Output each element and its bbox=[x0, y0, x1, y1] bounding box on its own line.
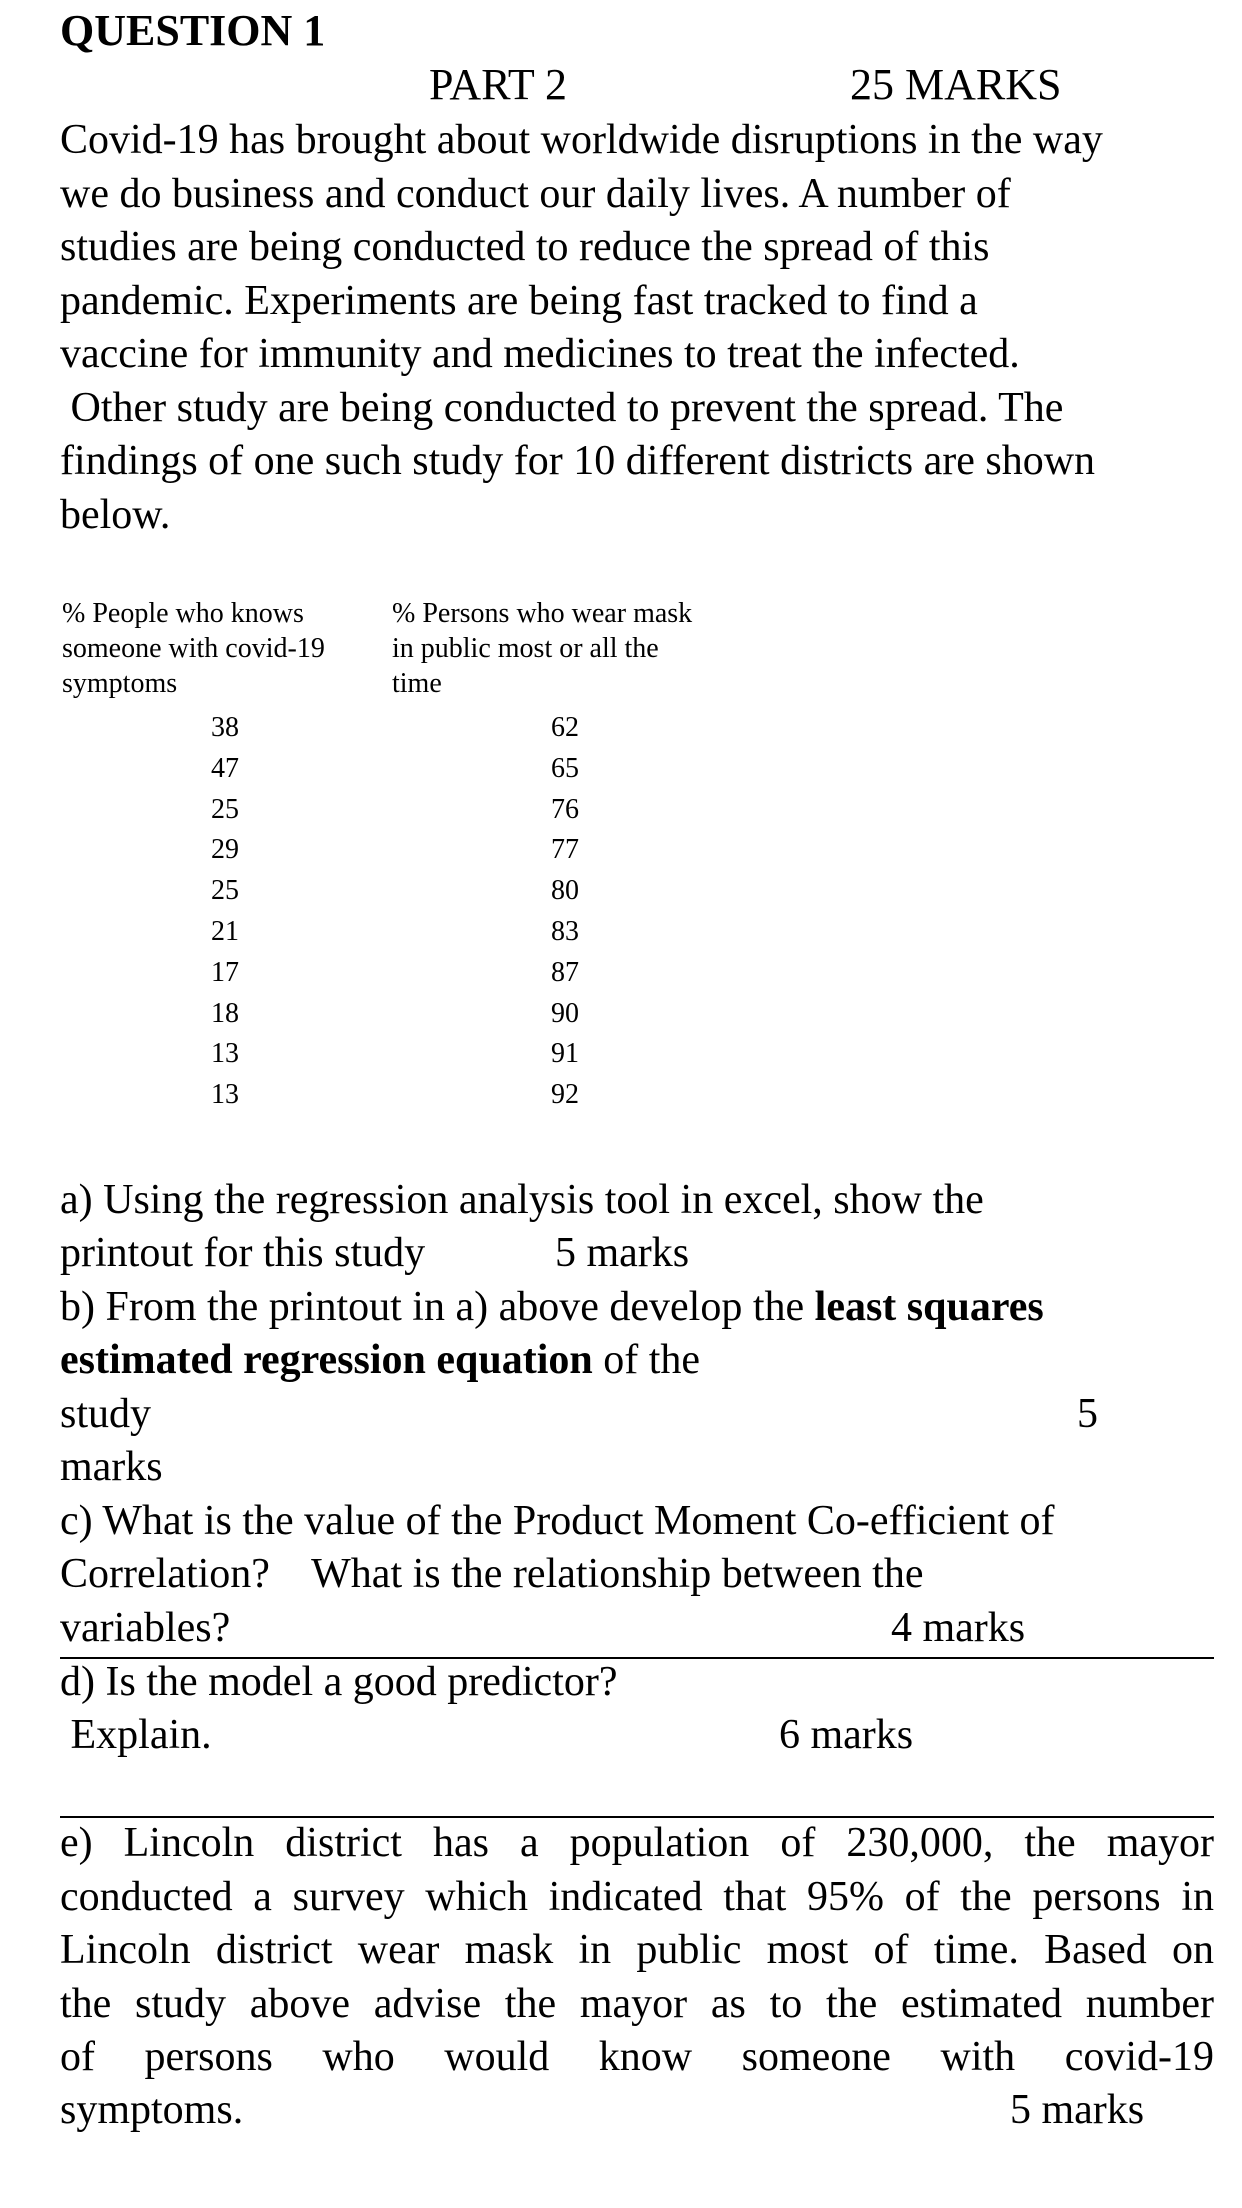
question-d-line1: d) Is the model a good predictor? bbox=[60, 1659, 618, 1705]
intro-paragraph bbox=[60, 114, 1220, 542]
table-cell: 38 bbox=[211, 712, 239, 743]
table-cell: 17 bbox=[211, 956, 239, 988]
question-b-marks-word: marks bbox=[60, 1444, 163, 1490]
question-c-line2: Correlation? What is the relationship between the bbox=[60, 1551, 924, 1597]
table-column-mask-wearing bbox=[535, 708, 595, 1116]
intro-line: vaccine for immunity and medicines to treat the infected. bbox=[60, 331, 1020, 377]
question-e-marks: 5 marks bbox=[1010, 2087, 1145, 2133]
table-cell: 76 bbox=[551, 793, 579, 825]
question-c-line3: variables? bbox=[60, 1605, 231, 1651]
table-cell: 80 bbox=[551, 875, 579, 907]
question-d-line2: Explain. bbox=[60, 1712, 212, 1758]
table-cell: 62 bbox=[551, 712, 579, 743]
question-b-line3: study bbox=[60, 1391, 152, 1437]
table-cell: 83 bbox=[551, 915, 579, 947]
question-a-marks: 5 marks bbox=[555, 1230, 690, 1276]
question-e-last-line: symptoms. bbox=[60, 2087, 244, 2133]
table-cell: 65 bbox=[551, 752, 579, 784]
table-cell: 90 bbox=[551, 997, 579, 1029]
table-cell: 47 bbox=[211, 752, 239, 784]
question-b-line1: b) From the printout in a) above develop the least squares bbox=[60, 1284, 1044, 1330]
table-column-known-cases bbox=[195, 708, 255, 1116]
table-cell: 77 bbox=[551, 834, 579, 866]
question-c-marks: 4 marks bbox=[891, 1605, 1026, 1651]
intro-line: findings of one such study for 10 different districts are shown bbox=[60, 438, 1096, 484]
table-cell: 13 bbox=[211, 1079, 239, 1111]
table-cell: 21 bbox=[211, 915, 239, 947]
question-b-line2: estimated regression equation of the bbox=[60, 1337, 701, 1383]
table-header-mask-wearing: % Persons who wear mask in public most or all the time bbox=[392, 598, 693, 699]
question-e-line: Lincoln district wear mask in public most of time. Based on bbox=[60, 1927, 1214, 1973]
intro-line: studies are being conducted to reduce the spread of this bbox=[60, 224, 990, 270]
intro-line: below. bbox=[60, 491, 171, 538]
intro-line: pandemic. Experiments are being fast tracked to find a bbox=[60, 277, 978, 324]
table-header-known-cases: % People who knows someone with covid-19 symptoms bbox=[62, 598, 325, 699]
question-title: QUESTION 1 bbox=[60, 6, 326, 55]
question-e-line: the study above advise the mayor as to the estimated number bbox=[60, 1980, 1214, 2027]
part-label: PART 2 bbox=[429, 60, 567, 109]
table-cell: 91 bbox=[551, 1038, 579, 1070]
table-cell: 25 bbox=[211, 793, 239, 825]
question-b-marks-number: 5 bbox=[1077, 1391, 1098, 1437]
intro-line: Covid-19 has brought about worldwide disruptions in the way bbox=[60, 117, 1103, 163]
table-cell: 29 bbox=[211, 834, 239, 866]
question-e-line: e) Lincoln district has a population of 230,000, the mayor bbox=[60, 1820, 1214, 1866]
intro-line: Other study are being conducted to prevent the spread. The bbox=[60, 384, 1064, 431]
table-cell: 13 bbox=[211, 1038, 239, 1070]
total-marks: 25 MARKS bbox=[850, 60, 1062, 109]
question-d-marks: 6 marks bbox=[779, 1712, 914, 1758]
question-e-paragraph bbox=[60, 1817, 1214, 2085]
table-cell: 25 bbox=[211, 875, 239, 907]
question-e-line: of persons who would know someone with covid-19 bbox=[60, 2034, 1214, 2080]
table-cell: 18 bbox=[211, 997, 239, 1029]
question-a-line2: printout for this study bbox=[60, 1230, 426, 1276]
question-a-line1: a) Using the regression analysis tool in excel, show the bbox=[60, 1177, 984, 1223]
question-c-line1: c) What is the value of the Product Moment Co-efficient of bbox=[60, 1498, 1055, 1544]
intro-line: we do business and conduct our daily lives. A number of bbox=[60, 170, 1011, 217]
table-cell: 92 bbox=[551, 1079, 579, 1111]
table-cell: 87 bbox=[551, 956, 579, 988]
question-e-line: conducted a survey which indicated that 95% of the persons in bbox=[60, 1873, 1214, 1920]
